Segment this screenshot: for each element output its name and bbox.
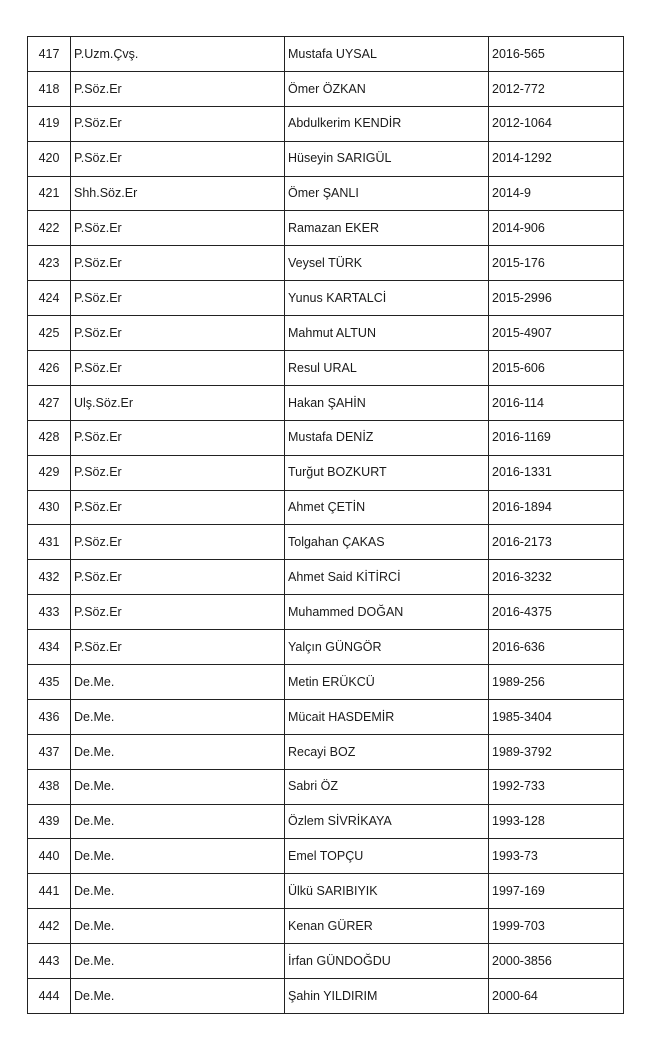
rank-cell: De.Me. [71, 699, 285, 734]
table-row [28, 734, 624, 769]
table-row [28, 804, 624, 839]
row-number: 428 [28, 420, 71, 455]
table-row [28, 351, 624, 386]
row-number: 444 [28, 979, 71, 1014]
row-number: 439 [28, 804, 71, 839]
rank-cell: Ulş.Söz.Er [71, 385, 285, 420]
rank-cell: P.Söz.Er [71, 630, 285, 665]
rank-cell: De.Me. [71, 839, 285, 874]
name-cell: Ülkü SARIBIYIK [285, 874, 489, 909]
row-number: 421 [28, 176, 71, 211]
table-row [28, 246, 624, 281]
name-cell: Ömer ÖZKAN [285, 71, 489, 106]
row-number: 435 [28, 665, 71, 700]
rank-cell: P.Söz.Er [71, 525, 285, 560]
registry-code-cell: 2014-1292 [489, 141, 624, 176]
registry-code-cell: 2015-4907 [489, 316, 624, 351]
row-number: 440 [28, 839, 71, 874]
name-cell: Yunus KARTALCİ [285, 281, 489, 316]
name-cell: İrfan GÜNDOĞDU [285, 944, 489, 979]
table-row [28, 141, 624, 176]
registry-code-cell: 2014-906 [489, 211, 624, 246]
table-row [28, 909, 624, 944]
row-number: 429 [28, 455, 71, 490]
rank-cell: P.Uzm.Çvş. [71, 37, 285, 72]
rank-cell: De.Me. [71, 804, 285, 839]
row-number: 424 [28, 281, 71, 316]
name-cell: Mustafa UYSAL [285, 37, 489, 72]
registry-code-cell: 1997-169 [489, 874, 624, 909]
table-row [28, 211, 624, 246]
name-cell: Recayi BOZ [285, 734, 489, 769]
rank-cell: De.Me. [71, 874, 285, 909]
rank-cell: P.Söz.Er [71, 560, 285, 595]
rank-cell: De.Me. [71, 734, 285, 769]
table-row [28, 595, 624, 630]
table-row [28, 281, 624, 316]
name-cell: Veysel TÜRK [285, 246, 489, 281]
name-cell: Abdulkerim KENDİR [285, 106, 489, 141]
table-row [28, 944, 624, 979]
row-number: 437 [28, 734, 71, 769]
table-row [28, 385, 624, 420]
registry-code-cell: 2016-1169 [489, 420, 624, 455]
rank-cell: P.Söz.Er [71, 141, 285, 176]
registry-code-cell: 2016-636 [489, 630, 624, 665]
rank-cell: De.Me. [71, 944, 285, 979]
registry-code-cell: 2012-1064 [489, 106, 624, 141]
table-row [28, 630, 624, 665]
name-cell: Ahmet ÇETİN [285, 490, 489, 525]
row-number: 443 [28, 944, 71, 979]
registry-code-cell: 2015-606 [489, 351, 624, 386]
rank-cell: De.Me. [71, 979, 285, 1014]
registry-code-cell: 2016-1331 [489, 455, 624, 490]
registry-code-cell: 1985-3404 [489, 699, 624, 734]
row-number: 442 [28, 909, 71, 944]
registry-code-cell: 2016-565 [489, 37, 624, 72]
row-number: 433 [28, 595, 71, 630]
registry-code-cell: 2014-9 [489, 176, 624, 211]
personnel-table [27, 36, 624, 1014]
rank-cell: P.Söz.Er [71, 316, 285, 351]
table-body [28, 37, 624, 1014]
registry-code-cell: 2016-3232 [489, 560, 624, 595]
name-cell: Kenan GÜRER [285, 909, 489, 944]
row-number: 436 [28, 699, 71, 734]
name-cell: Mustafa DENİZ [285, 420, 489, 455]
table-row [28, 420, 624, 455]
table-row [28, 699, 624, 734]
table-row [28, 176, 624, 211]
rank-cell: P.Söz.Er [71, 490, 285, 525]
rank-cell: P.Söz.Er [71, 281, 285, 316]
registry-code-cell: 1989-256 [489, 665, 624, 700]
name-cell: Mahmut ALTUN [285, 316, 489, 351]
row-number: 423 [28, 246, 71, 281]
registry-code-cell: 2000-64 [489, 979, 624, 1014]
rank-cell: De.Me. [71, 909, 285, 944]
rank-cell: Shh.Söz.Er [71, 176, 285, 211]
name-cell: Turğut BOZKURT [285, 455, 489, 490]
name-cell: Ömer ŞANLI [285, 176, 489, 211]
registry-code-cell: 1993-128 [489, 804, 624, 839]
rank-cell: P.Söz.Er [71, 246, 285, 281]
table-row [28, 455, 624, 490]
row-number: 419 [28, 106, 71, 141]
row-number: 434 [28, 630, 71, 665]
registry-code-cell: 2012-772 [489, 71, 624, 106]
rank-cell: P.Söz.Er [71, 71, 285, 106]
registry-code-cell: 1999-703 [489, 909, 624, 944]
row-number: 432 [28, 560, 71, 595]
row-number: 418 [28, 71, 71, 106]
rank-cell: P.Söz.Er [71, 595, 285, 630]
table-row [28, 490, 624, 525]
row-number: 431 [28, 525, 71, 560]
rank-cell: P.Söz.Er [71, 351, 285, 386]
row-number: 420 [28, 141, 71, 176]
registry-code-cell: 1989-3792 [489, 734, 624, 769]
name-cell: Hakan ŞAHİN [285, 385, 489, 420]
table-row [28, 106, 624, 141]
name-cell: Tolgahan ÇAKAS [285, 525, 489, 560]
table-row [28, 979, 624, 1014]
registry-code-cell: 2016-1894 [489, 490, 624, 525]
registry-code-cell: 1993-73 [489, 839, 624, 874]
name-cell: Mücait HASDEMİR [285, 699, 489, 734]
table-row [28, 839, 624, 874]
table-row [28, 665, 624, 700]
row-number: 422 [28, 211, 71, 246]
name-cell: Ahmet Said KİTİRCİ [285, 560, 489, 595]
name-cell: Muhammed DOĞAN [285, 595, 489, 630]
name-cell: Resul URAL [285, 351, 489, 386]
table-row [28, 560, 624, 595]
name-cell: Metin ERÜKCÜ [285, 665, 489, 700]
registry-code-cell: 1992-733 [489, 769, 624, 804]
registry-code-cell: 2015-2996 [489, 281, 624, 316]
row-number: 417 [28, 37, 71, 72]
row-number: 430 [28, 490, 71, 525]
rank-cell: De.Me. [71, 665, 285, 700]
row-number: 425 [28, 316, 71, 351]
table-row [28, 71, 624, 106]
name-cell: Ramazan EKER [285, 211, 489, 246]
rank-cell: P.Söz.Er [71, 420, 285, 455]
name-cell: Emel TOPÇU [285, 839, 489, 874]
table-row [28, 769, 624, 804]
registry-code-cell: 2016-2173 [489, 525, 624, 560]
table-row [28, 525, 624, 560]
row-number: 426 [28, 351, 71, 386]
table-row [28, 37, 624, 72]
row-number: 441 [28, 874, 71, 909]
name-cell: Yalçın GÜNGÖR [285, 630, 489, 665]
rank-cell: De.Me. [71, 769, 285, 804]
rank-cell: P.Söz.Er [71, 106, 285, 141]
rank-cell: P.Söz.Er [71, 455, 285, 490]
name-cell: Hüseyin SARIGÜL [285, 141, 489, 176]
registry-code-cell: 2000-3856 [489, 944, 624, 979]
rank-cell: P.Söz.Er [71, 211, 285, 246]
table-row [28, 316, 624, 351]
registry-code-cell: 2015-176 [489, 246, 624, 281]
row-number: 438 [28, 769, 71, 804]
registry-code-cell: 2016-4375 [489, 595, 624, 630]
name-cell: Şahin YILDIRIM [285, 979, 489, 1014]
name-cell: Sabri ÖZ [285, 769, 489, 804]
row-number: 427 [28, 385, 71, 420]
table-row [28, 874, 624, 909]
registry-code-cell: 2016-114 [489, 385, 624, 420]
name-cell: Özlem SİVRİKAYA [285, 804, 489, 839]
